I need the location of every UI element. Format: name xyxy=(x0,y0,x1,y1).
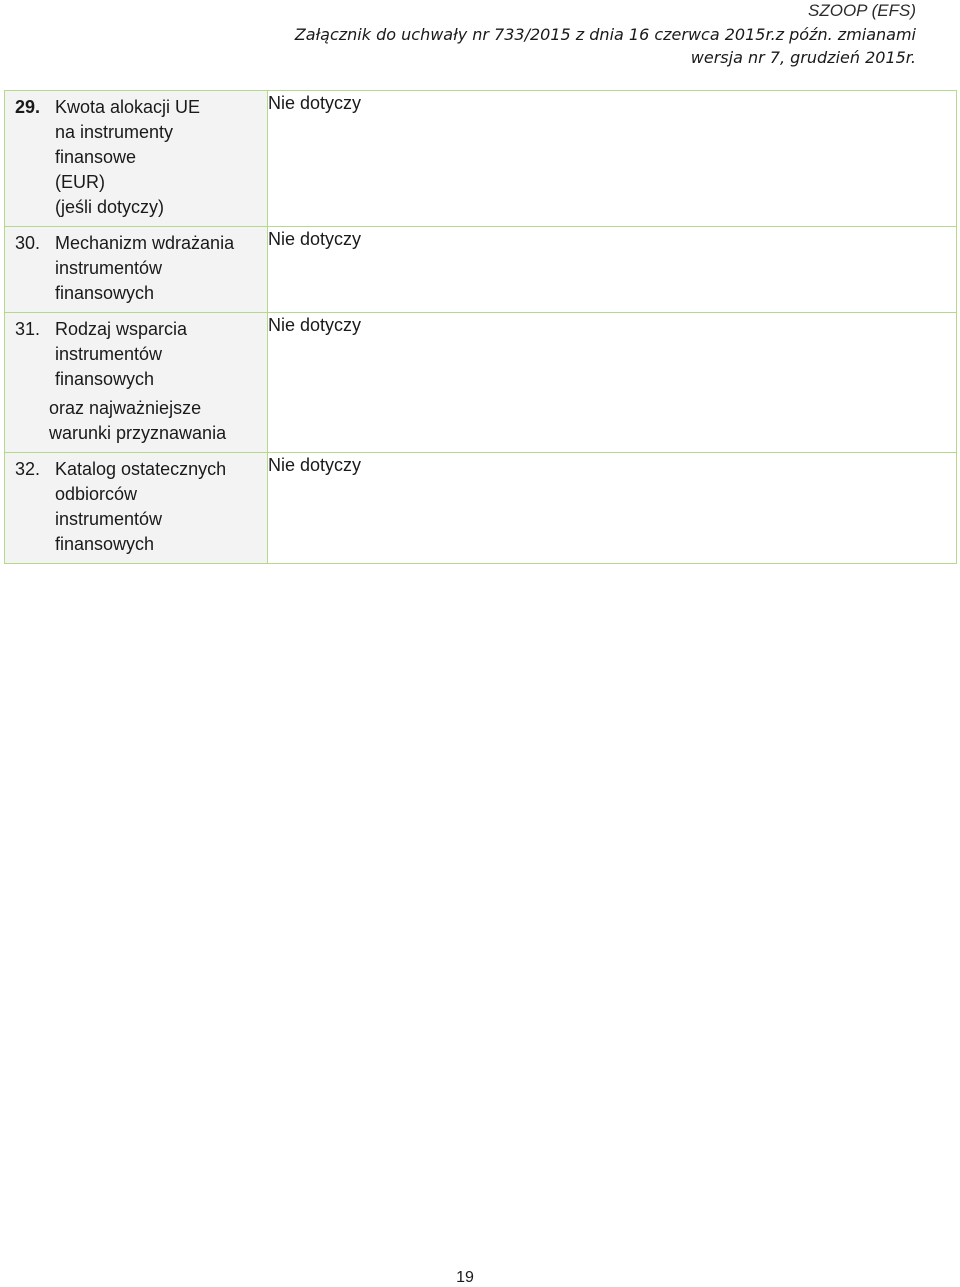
label-line: Kwota alokacji UE xyxy=(55,97,201,117)
label-line: finansowe xyxy=(55,147,137,167)
row-number: 29. xyxy=(15,97,41,117)
field-label-cell xyxy=(5,227,268,313)
header-program-code: SZOOP (EFS) xyxy=(808,1,916,20)
form-table xyxy=(4,90,957,564)
label-line: (jeśli dotyczy) xyxy=(55,197,165,217)
field-value: Nie dotyczy xyxy=(268,453,957,564)
label-line: Rodzaj wsparcia xyxy=(55,319,188,339)
label-line: warunki przyznawania xyxy=(49,423,227,443)
page-number: 19 xyxy=(456,1269,474,1286)
table-row xyxy=(5,453,957,564)
field-label-cell xyxy=(5,453,268,564)
label-line: Mechanizm wdrażania xyxy=(55,233,235,253)
label-line: finansowych xyxy=(55,534,155,554)
label-line: odbiorców xyxy=(55,484,138,504)
table-row xyxy=(5,313,957,453)
field-label-cell xyxy=(5,91,268,227)
table-row xyxy=(5,227,957,313)
row-number: 31. xyxy=(15,319,41,339)
label-line: Katalog ostatecznych xyxy=(55,459,227,479)
header-version: wersja nr 7, grudzień 2015r. xyxy=(690,48,916,67)
label-line: instrumentów xyxy=(55,258,163,278)
header-resolution-reference: Załącznik do uchwały nr 733/2015 z dnia 16 czerwca 2015r.z późn. zmianami xyxy=(294,25,916,44)
field-value: Nie dotyczy xyxy=(268,227,957,313)
label-line: finansowych xyxy=(55,283,155,303)
field-label-cell xyxy=(5,313,268,453)
label-subnote xyxy=(49,396,259,446)
label-line: instrumentów xyxy=(55,509,163,529)
label-line: (EUR) xyxy=(55,172,105,192)
table-row xyxy=(5,91,957,227)
document-header xyxy=(295,0,916,69)
row-number: 30. xyxy=(15,233,41,253)
label-line: na instrumenty xyxy=(55,122,174,142)
field-value: Nie dotyczy xyxy=(268,91,957,227)
field-value: Nie dotyczy xyxy=(268,313,957,453)
row-number: 32. xyxy=(15,459,41,479)
label-line: finansowych xyxy=(55,369,155,389)
label-line: oraz najważniejsze xyxy=(49,398,202,418)
label-line: instrumentów xyxy=(55,344,163,364)
